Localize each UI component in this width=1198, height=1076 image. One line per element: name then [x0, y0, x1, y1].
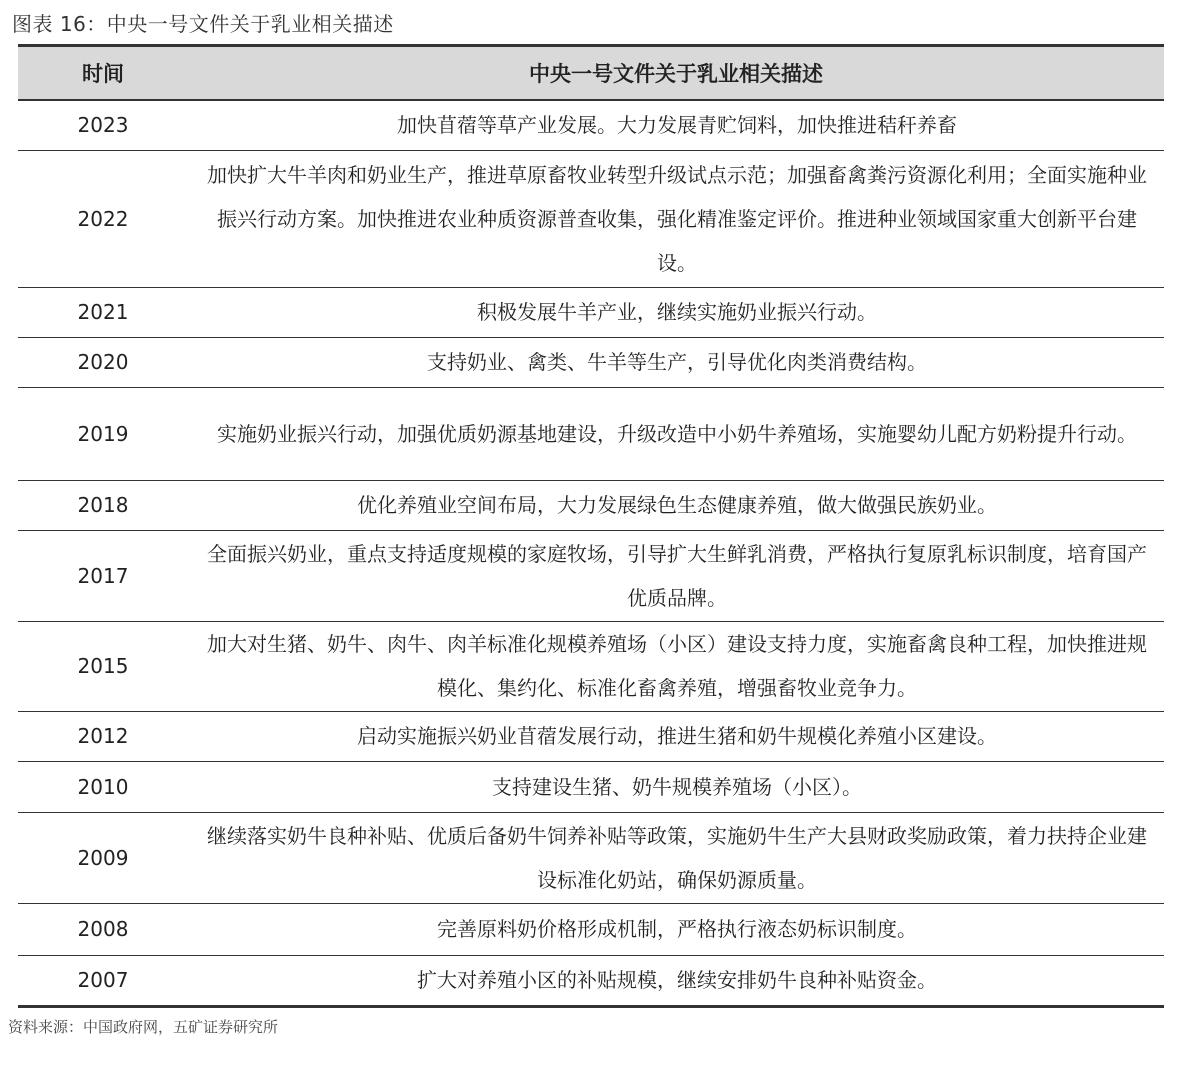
row-description: 加快扩大牛羊肉和奶业生产，推进草原畜牧业转型升级试点示范；加强畜禽粪污资源化利用；全面实施种业振兴行动方案。加快推进农业种质资源普查收集，强化精准鉴定评价。推进种业领域国家重大创新平台建设。 [188, 150, 1164, 287]
row-description: 全面振兴奶业，重点支持适度规模的家庭牧场，引导扩大生鲜乳消费，严格执行复原乳标识制度，培育国产优质品牌。 [188, 530, 1164, 621]
row-year: 2009 [18, 812, 188, 903]
table-row [18, 337, 1164, 387]
row-year: 2022 [18, 150, 188, 287]
table-row [18, 387, 1164, 480]
row-description: 加快苜蓿等草产业发展。大力发展青贮饲料，加快推进秸秆养畜 [188, 100, 1164, 150]
table-row [18, 955, 1164, 1006]
row-description: 加大对生猪、奶牛、肉牛、肉羊标准化规模养殖场（小区）建设支持力度，实施畜禽良种工程，加快推进规模化、集约化、标准化畜禽养殖，增强畜牧业竞争力。 [188, 621, 1164, 711]
table-row [18, 711, 1164, 761]
row-year: 2017 [18, 530, 188, 621]
row-year: 2008 [18, 903, 188, 955]
table-row [18, 812, 1164, 903]
table-row [18, 480, 1164, 530]
row-year: 2010 [18, 761, 188, 812]
table-caption: 图表 16：中央一号文件关于乳业相关描述 [12, 12, 394, 36]
row-year: 2023 [18, 100, 188, 150]
row-description: 启动实施振兴奶业苜蓿发展行动，推进生猪和奶牛规模化养殖小区建设。 [188, 711, 1164, 761]
table-row [18, 903, 1164, 955]
row-description: 支持奶业、禽类、牛羊等生产，引导优化肉类消费结构。 [188, 337, 1164, 387]
table-header-row [18, 46, 1164, 101]
table-row [18, 150, 1164, 287]
source-note: 资料来源：中国政府网，五矿证券研究所 [8, 1018, 279, 1036]
row-year: 2019 [18, 387, 188, 480]
row-description: 扩大对养殖小区的补贴规模，继续安排奶牛良种补贴资金。 [188, 955, 1164, 1006]
header-description: 中央一号文件关于乳业相关描述 [188, 46, 1164, 101]
table-row [18, 530, 1164, 621]
row-year: 2020 [18, 337, 188, 387]
table-row [18, 287, 1164, 337]
row-description: 实施奶业振兴行动，加强优质奶源基地建设，升级改造中小奶牛养殖场，实施婴幼儿配方奶粉提升行动。 [188, 387, 1164, 480]
row-year: 2021 [18, 287, 188, 337]
row-description: 继续落实奶牛良种补贴、优质后备奶牛饲养补贴等政策，实施奶牛生产大县财政奖励政策，着力扶持企业建设标准化奶站，确保奶源质量。 [188, 812, 1164, 903]
row-year: 2007 [18, 955, 188, 1006]
row-year: 2012 [18, 711, 188, 761]
row-description: 完善原料奶价格形成机制，严格执行液态奶标识制度。 [188, 903, 1164, 955]
table-row [18, 100, 1164, 150]
header-year: 时间 [18, 46, 188, 101]
row-year: 2015 [18, 621, 188, 711]
table-row [18, 621, 1164, 711]
row-description: 积极发展牛羊产业，继续实施奶业振兴行动。 [188, 287, 1164, 337]
row-description: 优化养殖业空间布局，大力发展绿色生态健康养殖，做大做强民族奶业。 [188, 480, 1164, 530]
row-description: 支持建设生猪、奶牛规模养殖场（小区）。 [188, 761, 1164, 812]
row-year: 2018 [18, 480, 188, 530]
table-row [18, 761, 1164, 812]
policy-table [18, 44, 1164, 1008]
